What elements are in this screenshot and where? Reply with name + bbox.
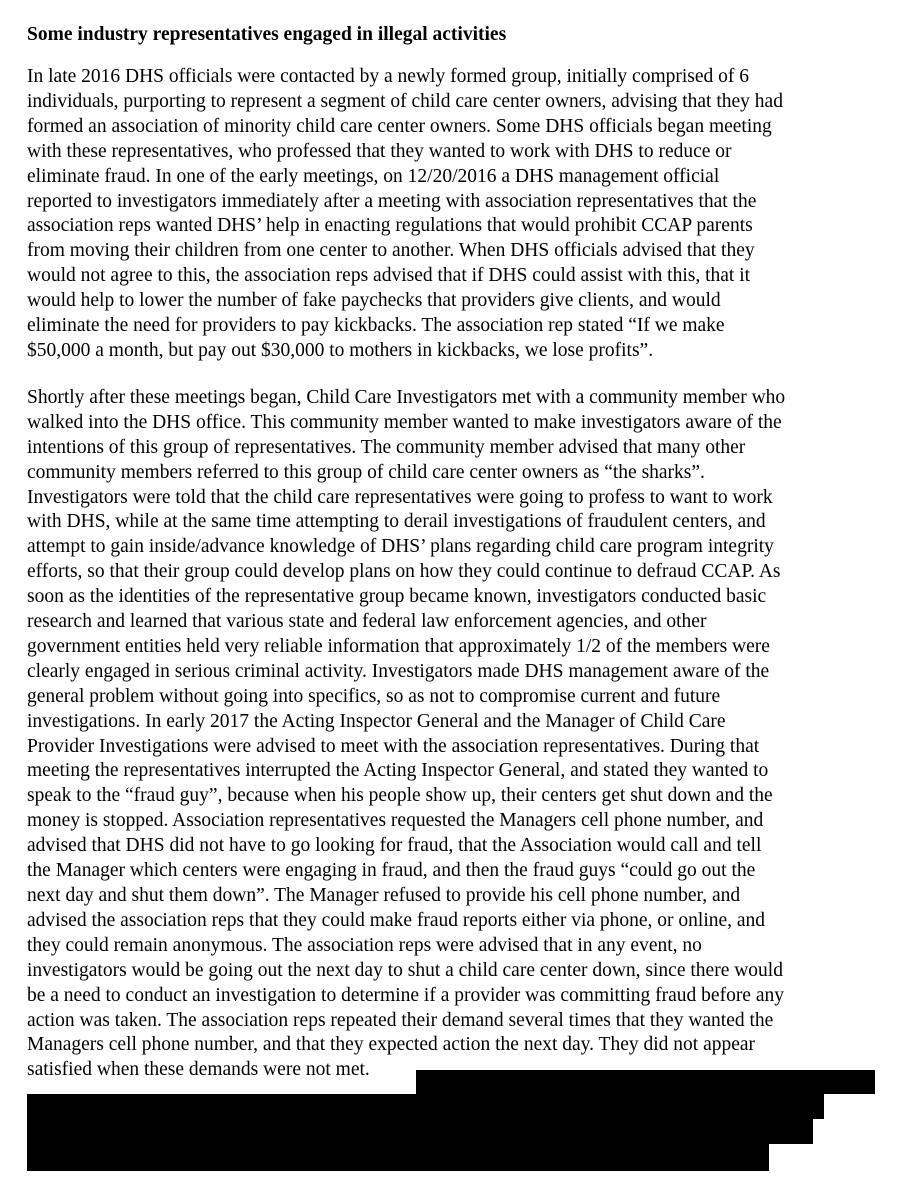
paragraph-2-line: research and learned that various state and federal law enforcement agencies, and other	[27, 611, 707, 633]
redaction-block	[27, 1094, 824, 1119]
paragraph-2-line: community members referred to this group of child care center owners as “the sharks”.	[27, 461, 705, 483]
paragraph-spacer	[27, 364, 877, 386]
paragraph-2-line: speak to the “fraud guy”, because when his people show up, their centers get shut down and the	[27, 785, 773, 807]
paragraph-2-line: Shortly after these meetings began, Child Care Investigators met with a community member who	[27, 386, 786, 408]
paragraph-2-line: money is stopped. Association representatives requested the Managers cell phone number, and	[27, 810, 764, 832]
paragraph-1-line: $50,000 a month, but pay out $30,000 to mothers in kickbacks, we lose profits”.	[27, 339, 654, 361]
paragraph-2-line: advised that DHS did not have to go looking for fraud, that the Association would call and tell	[27, 835, 762, 857]
redaction-block	[27, 1144, 769, 1171]
paragraph-1-line: with these representatives, who professed that they wanted to work with DHS to reduce or	[27, 140, 732, 162]
paragraph-1-line: would not agree to this, the association reps advised that if DHS could assist with this, that it	[27, 265, 751, 287]
paragraph-2-line: advised the association reps that they could make fraud reports either via phone, or online, and	[27, 909, 766, 931]
paragraph-2-line: the Manager which centers were engaging in fraud, and then the fraud guys “could go out the	[27, 860, 756, 882]
paragraph-2-line: investigations. In early 2017 the Acting Inspector General and the Manager of Child Care	[27, 710, 726, 732]
paragraph-2-line: clearly engaged in serious criminal activity. Investigators made DHS management aware of the	[27, 660, 770, 682]
paragraph-2-line: attempt to gain inside/advance knowledge of DHS’ plans regarding child care program integrity	[27, 536, 774, 558]
paragraph-1-line: formed an association of minority child care center owners. Some DHS officials began meeting	[27, 115, 772, 137]
paragraph-2-line: action was taken. The association reps repeated their demand several times that they wanted the	[27, 1009, 774, 1031]
paragraph-2-line: with DHS, while at the same time attempting to derail investigations of fraudulent centers, and	[27, 511, 766, 533]
paragraph-2-line: investigators would be going out the next day to shut a child care center down, since there would	[27, 959, 783, 981]
section-heading: Some industry representatives engaged in illegal activities	[27, 24, 507, 45]
paragraph-1-line: In late 2016 DHS officials were contacted by a newly formed group, initially comprised of 6	[27, 66, 750, 87]
paragraph-2-line: walked into the DHS office. This community member wanted to make investigators aware of the	[27, 411, 782, 433]
paragraph-1-line: association reps wanted DHS’ help in enacting regulations that would prohibit CCAP parents	[27, 215, 753, 237]
paragraph-2-line: Provider Investigations were advised to meet with the association representatives. During that	[27, 735, 760, 757]
paragraph-2-line: Investigators were told that the child care representatives were going to profess to want to work	[27, 486, 773, 508]
document-page	[27, 22, 877, 1083]
paragraph-1-line: reported to investigators immediately after a meeting with association representatives that the	[27, 190, 757, 212]
redaction-block	[27, 1119, 813, 1144]
paragraph-2-line: intentions of this group of representatives. The community member advised that many other	[27, 436, 746, 458]
paragraph-2	[27, 386, 877, 1083]
paragraph-2-line: be a need to conduct an investigation to determine if a provider was committing fraud before any	[27, 984, 784, 1006]
paragraph-1-line: would help to lower the number of fake paychecks that providers give clients, and would	[27, 290, 721, 312]
redaction-block	[416, 1070, 875, 1094]
paragraph-2-line: next day and shut them down”. The Manager refused to provide his cell phone number, and	[27, 885, 741, 906]
paragraph-2-line: they could remain anonymous. The association reps were advised that in any event, no	[27, 934, 702, 956]
paragraph-2-line: Managers cell phone number, and that they expected action the next day. They did not appear	[27, 1034, 756, 1056]
paragraph-1-line: eliminate fraud. In one of the early meetings, on 12/20/2016 a DHS management official	[27, 165, 720, 187]
paragraph-1-line: from moving their children from one center to another. When DHS officials advised that they	[27, 240, 755, 262]
paragraph-2-line: general problem without going into specifics, so as not to compromise current and future	[27, 685, 721, 707]
paragraph-2-line: government entities held very reliable information that approximately 1/2 of the members were	[27, 635, 770, 657]
paragraph-2-line: efforts, so that their group could develop plans on how they could continue to defraud CCAP. As	[27, 561, 781, 583]
paragraph-1	[27, 65, 877, 364]
paragraph-2-line: meeting the representatives interrupted the Acting Inspector General, and stated they wanted to	[27, 760, 769, 782]
paragraph-2-line: satisfied when these demands were not met.	[27, 1059, 370, 1081]
paragraph-2-line: soon as the identities of the representative group became known, investigators conducted basic	[27, 586, 767, 608]
paragraph-1-line: individuals, purporting to represent a segment of child care center owners, advising that they had	[27, 90, 783, 112]
paragraph-1-line: eliminate the need for providers to pay kickbacks. The association rep stated “If we make	[27, 315, 725, 337]
